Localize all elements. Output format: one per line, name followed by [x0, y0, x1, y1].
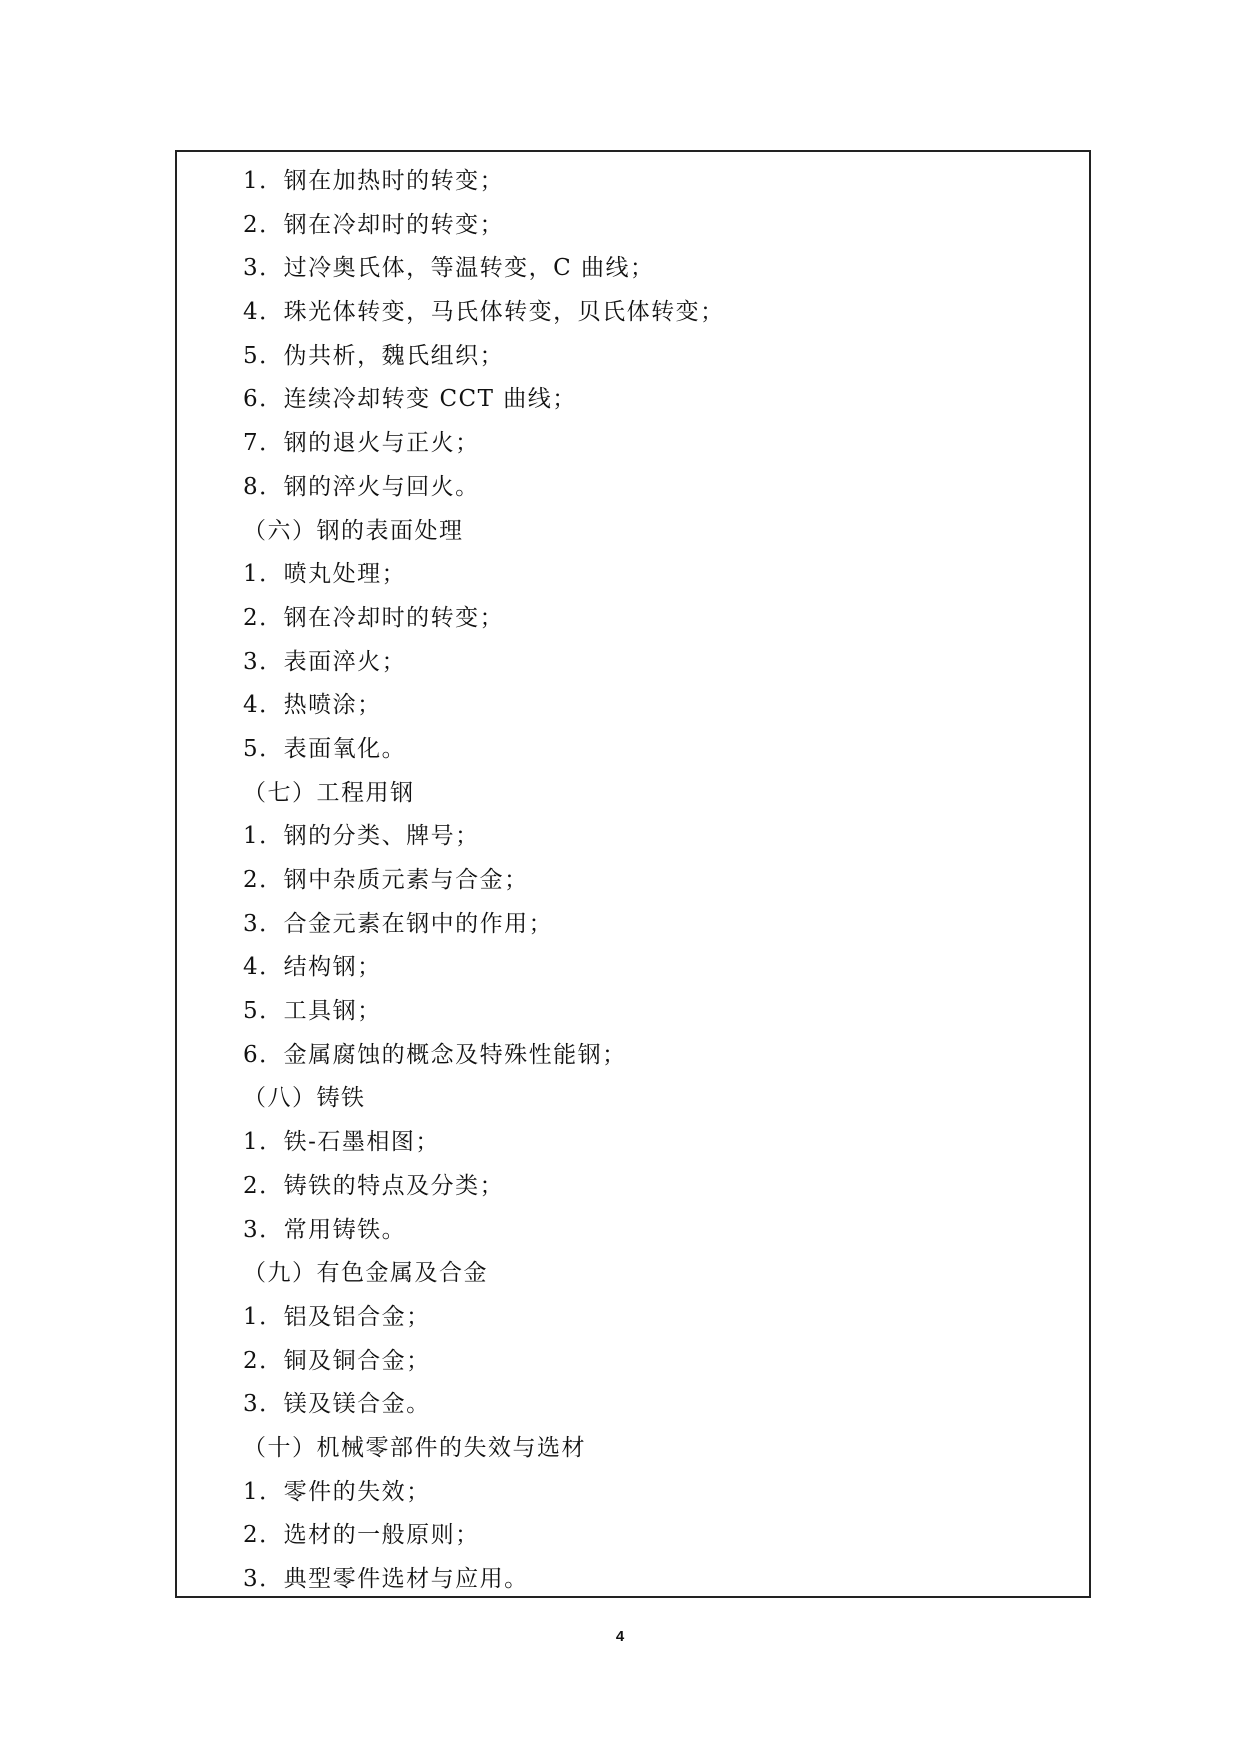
list-item: 8．钢的淬火与回火。 — [243, 473, 480, 500]
list-item: 1．钢在加热时的转变； — [243, 168, 505, 194]
section-heading: （七）工程用钢 — [243, 779, 415, 806]
list-item: 2．选材的一般原则； — [243, 1522, 480, 1549]
list-item: 1．喷丸处理； — [243, 561, 407, 588]
list-item: 1．铝及铝合金； — [243, 1303, 431, 1330]
list-item: 3．过冷奥氏体，等温转变，C 曲线； — [243, 255, 655, 282]
list-item: 2．铜及铜合金； — [243, 1347, 431, 1374]
section-heading: （八）铸铁 — [243, 1085, 366, 1112]
list-item: 4．结构钢； — [243, 954, 382, 981]
list-item: 5．表面氧化。 — [243, 735, 407, 762]
list-item: 2．铸铁的特点及分类； — [243, 1172, 505, 1199]
list-item: 3．镁及镁合金。 — [243, 1391, 431, 1418]
list-item: 4．珠光体转变，马氏体转变，贝氏体转变； — [243, 299, 725, 326]
list-item: 6．金属腐蚀的概念及特殊性能钢； — [243, 1041, 627, 1068]
list-item: 3．常用铸铁。 — [243, 1216, 407, 1243]
list-item: 3．表面淬火； — [243, 648, 407, 675]
list-item: 2．钢中杂质元素与合金； — [243, 867, 529, 893]
list-item: 6．连续冷却转变 CCT 曲线； — [243, 386, 577, 413]
list-item: 2．钢在冷却时的转变； — [243, 211, 505, 238]
syllabus-list — [243, 160, 1069, 1602]
section-heading: （十）机械零部件的失效与选材 — [243, 1434, 586, 1461]
list-item: 3．典型零件选材与应用。 — [243, 1566, 529, 1592]
list-item: 5．伪共析，魏氏组织； — [243, 342, 505, 369]
list-item: 1．钢的分类、牌号； — [243, 823, 480, 850]
section-heading: （九）有色金属及合金 — [243, 1260, 488, 1287]
list-item: 1．零件的失效； — [243, 1478, 431, 1505]
list-item: 7．钢的退火与正火； — [243, 430, 480, 457]
list-item: 2．钢在冷却时的转变； — [243, 604, 505, 631]
list-item: 5．工具钢； — [243, 998, 382, 1025]
list-item: 4．热喷涂； — [243, 692, 382, 719]
section-heading: （六）钢的表面处理 — [243, 517, 464, 544]
list-item: 3．合金元素在钢中的作用； — [243, 910, 554, 937]
page-number: 4 — [615, 1628, 625, 1645]
content-table-cell — [175, 150, 1091, 1598]
list-item: 1．铁-石墨相图； — [243, 1129, 440, 1156]
